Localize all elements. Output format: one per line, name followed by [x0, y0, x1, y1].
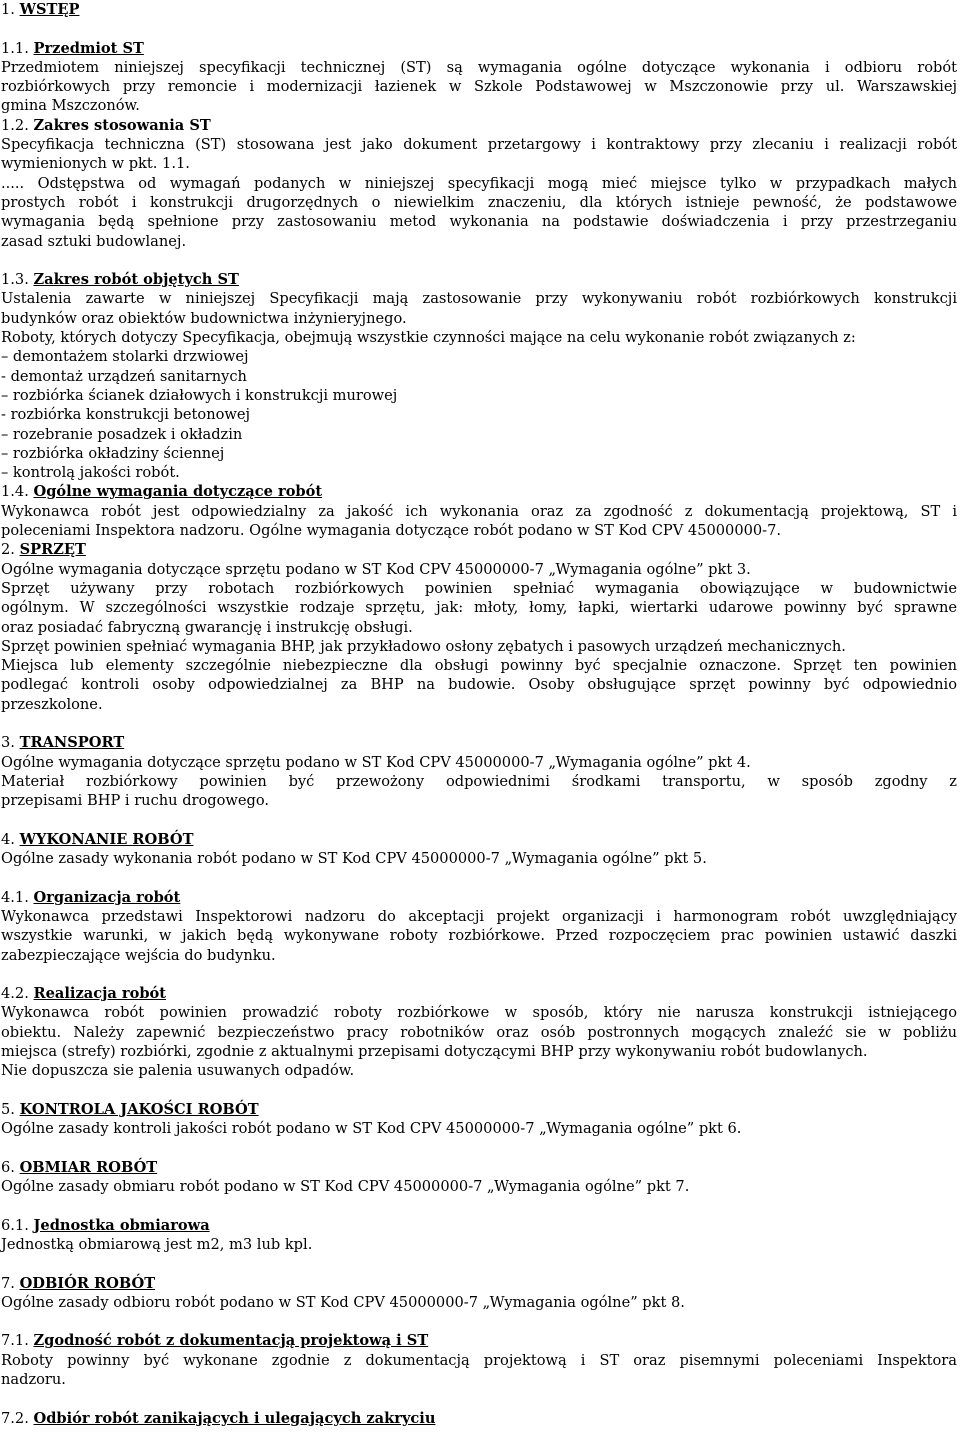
text-line: poleceniami Inspektora nadzoru. Ogólne wymagania dotyczące robót podano w ST Kod CPV 45000000-7. — [1, 522, 782, 540]
text-line: Nie dopuszcza sie palenia usuwanych odpadów. — [1, 1062, 355, 1080]
text-line: wymagania będą spełnione przy zastosowaniu metod wykonania na podstawie doświadczenia i przy przestrzeganiu — [1, 213, 957, 231]
text-line: Miejsca lub elementy szczególnie niebezpieczne dla obsługi powinny być specjalnie oznaczone. Sprzęt ten powinien — [1, 657, 957, 675]
blank-line — [1, 1196, 957, 1215]
text-line: – rozbiórka ścianek działowych i konstrukcji murowej — [1, 386, 398, 404]
text-line: Wykonawca przedstawi Inspektorowi nadzoru do akceptacji projekt organizacji i harmonogram robót uwzględniający — [1, 907, 957, 925]
text-line: wymienionych w pkt. 1.1. — [1, 155, 190, 173]
section-number: 7.2. — [1, 1409, 34, 1427]
section-title: Zakres robót objętych ST — [33, 271, 239, 289]
blank-line — [1, 251, 957, 270]
text-line: Ustalenia zawarte w niniejszej Specyfikacji mają zastosowanie przy wykonywaniu robót rozbiórkowych konstrukcji — [1, 290, 957, 308]
section-title: WYKONANIE ROBÓT — [19, 830, 194, 848]
text-line: przepisami BHP i ruchu drogowego. — [1, 792, 270, 810]
section-number: 1.1. — [1, 39, 34, 57]
paragraph — [1, 1119, 957, 1138]
text-line: ..... Odstępstwa od wymagań podanych w niniejszej specyfikacji mogą mieć miejsce tylko w przypadkach małych — [1, 174, 957, 192]
text-line: - rozbiórka konstrukcji betonowej — [1, 406, 251, 424]
text-line: Sprzęt używany przy robotach rozbiórkowych powinien spełniać wymagania obowiązujące w budownictwie — [1, 579, 957, 597]
section-number: 4.1. — [1, 888, 34, 906]
section-title: Jednostka obmiarowa — [33, 1216, 210, 1234]
text-line: oraz posiadać fabryczną gwarancję i instrukcję obsługi. — [1, 618, 413, 636]
section-number: 4.2. — [1, 985, 34, 1003]
blank-line — [1, 1389, 957, 1408]
section-heading — [1, 482, 957, 501]
section-number: 1.3. — [1, 271, 34, 289]
section-heading — [1, 984, 957, 1003]
text-line: Wykonawca robót jest odpowiedzialny za jakość ich wykonania oraz za zgodność z dokumentacją projektową, ST i — [1, 502, 957, 520]
section-number: 2. — [1, 541, 20, 559]
section-title: WSTĘP — [19, 1, 80, 18]
text-line: – kontrolą jakości robót. — [1, 464, 180, 482]
section-heading — [1, 270, 957, 289]
text-line: zasad sztuki budowlanej. — [1, 232, 187, 250]
text-line: Ogólne zasady odbioru robót podano w ST Kod CPV 45000000-7 „Wymagania ogólne” pkt 8. — [1, 1293, 685, 1311]
paragraph — [1, 289, 957, 482]
text-line: Roboty, których dotyczy Specyfikacja, obejmują wszystkie czynności mające na celu wykonanie robót związanych z: — [1, 329, 856, 347]
section-number: 6.1. — [1, 1216, 34, 1234]
text-line: – demontażem stolarki drzwiowej — [1, 348, 249, 366]
section-title: KONTROLA JAKOŚCI ROBÓT — [19, 1100, 259, 1118]
section-title: Realizacja robót — [33, 985, 167, 1003]
blank-line — [1, 868, 957, 887]
text-line: Ogólne zasady kontroli jakości robót podano w ST Kod CPV 45000000-7 „Wymagania ogólne” pkt 6. — [1, 1120, 742, 1138]
blank-line — [1, 810, 957, 829]
text-line: Przedmiotem niniejszej specyfikacji technicznej (ST) są wymagania ogólne dotyczące wykonania i odbioru robót — [1, 58, 957, 76]
section-heading — [1, 888, 957, 907]
text-line: – rozebranie posadzek i okładzin — [1, 425, 243, 443]
paragraph — [1, 135, 957, 251]
text-line: przeszkolone. — [1, 695, 103, 713]
text-line: Ogólne wymagania dotyczące sprzętu podano w ST Kod CPV 45000000-7 „Wymagania ogólne” pkt 4. — [1, 753, 751, 771]
section-number: 1.4. — [1, 483, 34, 501]
section-title: OBMIAR ROBÓT — [19, 1158, 158, 1176]
paragraph — [1, 1177, 957, 1196]
blank-line — [1, 19, 957, 38]
paragraph — [1, 849, 957, 868]
section-heading — [1, 830, 957, 849]
section-heading — [1, 116, 957, 135]
text-line: Ogólne zasady obmiaru robót podano w ST Kod CPV 45000000-7 „Wymagania ogólne” pkt 7. — [1, 1178, 690, 1196]
section-title: SPRZĘT — [19, 541, 86, 559]
text-line: Jednostką obmiarową jest m2, m3 lub kpl. — [1, 1236, 313, 1253]
section-number: 6. — [1, 1158, 20, 1176]
section-title: ODBIÓR ROBÓT — [19, 1274, 156, 1292]
blank-line — [1, 1312, 957, 1331]
blank-line — [1, 965, 957, 984]
paragraph — [1, 1003, 957, 1080]
section-title: Zakres stosowania ST — [33, 116, 211, 134]
section-number: 1. — [1, 1, 20, 18]
section-number: 5. — [1, 1100, 20, 1118]
section-title: Ogólne wymagania dotyczące robót — [33, 483, 323, 501]
blank-line — [1, 714, 957, 733]
text-line: rozbiórkowych przy remoncie i modernizacji łazienek w Szkole Podstawowej w Mszczonowie przy ul. Warszawskiej — [1, 78, 957, 96]
section-heading — [1, 540, 957, 559]
section-heading — [1, 1274, 957, 1293]
text-line: Ogólne zasady wykonania robót podano w ST Kod CPV 45000000-7 „Wymagania ogólne” pkt 5. — [1, 850, 707, 868]
text-line: ogólnym. W szczególności wszystkie rodzaje sprzętu, jak: młoty, łomy, łapki, wiertarki udarowe powinny być sprawne — [1, 599, 957, 617]
section-heading — [1, 0, 957, 19]
section-heading — [1, 1409, 957, 1428]
text-line: - demontaż urządzeń sanitarnych — [1, 367, 247, 385]
section-heading — [1, 39, 957, 58]
section-title: Przedmiot ST — [33, 39, 144, 57]
section-heading — [1, 733, 957, 752]
section-number: 1.2. — [1, 116, 34, 134]
text-line: nadzoru. — [1, 1371, 66, 1389]
text-line: Sprzęt powinien spełniać wymagania BHP, jak przykładowo osłony zębatych i pasowych urządzeń mechanicznych. — [1, 637, 846, 655]
text-line: Roboty powinny być wykonane zgodnie z dokumentacją projektową i ST oraz pisemnymi poleceniami Inspektora — [1, 1351, 957, 1369]
paragraph — [1, 560, 957, 714]
text-line: gmina Mszczonów. — [1, 97, 140, 115]
section-number: 4. — [1, 830, 20, 848]
blank-line — [1, 1081, 957, 1100]
text-line: zabezpieczające wejścia do budynku. — [1, 946, 276, 964]
section-number: 7. — [1, 1274, 20, 1292]
text-line: – rozbiórka okładziny ściennej — [1, 444, 225, 462]
section-title: Odbiór robót zanikających i ulegających zakryciu — [33, 1409, 436, 1427]
section-heading — [1, 1100, 957, 1119]
paragraph — [1, 1235, 957, 1254]
text-line: Ogólne wymagania dotyczące sprzętu podano w ST Kod CPV 45000000-7 „Wymagania ogólne” pkt 3. — [1, 560, 751, 578]
paragraph — [1, 58, 957, 116]
section-heading — [1, 1331, 957, 1350]
text-line: miejsca (strefy) rozbiórki, zgodnie z aktualnymi przepisami dotyczącymi BHP przy wykonywaniu robót budowlanych. — [1, 1043, 868, 1061]
section-title: Organizacja robót — [33, 888, 181, 906]
text-line: wszystkie warunki, w jakich będą wykonywane roboty rozbiórkowe. Przed rozpoczęciem prac powinien ustawić daszki — [1, 927, 957, 945]
text-line: budynków oraz obiektów budownictwa inżynieryjnego. — [1, 309, 407, 327]
section-heading — [1, 1158, 957, 1177]
section-number: 7.1. — [1, 1332, 34, 1350]
section-title: TRANSPORT — [19, 734, 125, 752]
text-line: prostych robót i konstrukcji drugorzędnych o niewielkim znaczeniu, dla których istnieje pewność, że podstawowe — [1, 193, 957, 211]
paragraph — [1, 502, 957, 541]
blank-line — [1, 1139, 957, 1158]
paragraph — [1, 753, 957, 811]
text-line: podlegać kontroli osoby odpowiedzialnej za BHP na budowie. Osoby obsługujące sprzęt powinny być odpowiednio — [1, 676, 957, 694]
text-line: Specyfikacja techniczna (ST) stosowana jest jako dokument przetargowy i kontraktowy przy zlecaniu i realizacji robót — [1, 136, 957, 154]
paragraph — [1, 907, 957, 965]
text-line: Wykonawca robót powinien prowadzić roboty rozbiórkowe w sposób, który nie narusza konstrukcji istniejącego — [1, 1004, 957, 1022]
text-line: obiektu. Należy zapewnić bezpieczeństwo pracy robotników oraz osób postronnych mogących znaleźć sie w pobliżu — [1, 1023, 957, 1041]
paragraph — [1, 1293, 957, 1312]
section-heading — [1, 1216, 957, 1235]
section-title: Zgodność robót z dokumentacją projektową i ST — [33, 1332, 429, 1350]
text-line: Materiał rozbiórkowy powinien być przewożony odpowiednimi środkami transportu, w sposób zgodny z — [1, 772, 957, 790]
blank-line — [1, 1254, 957, 1273]
section-number: 3. — [1, 734, 20, 752]
paragraph — [1, 1351, 957, 1390]
